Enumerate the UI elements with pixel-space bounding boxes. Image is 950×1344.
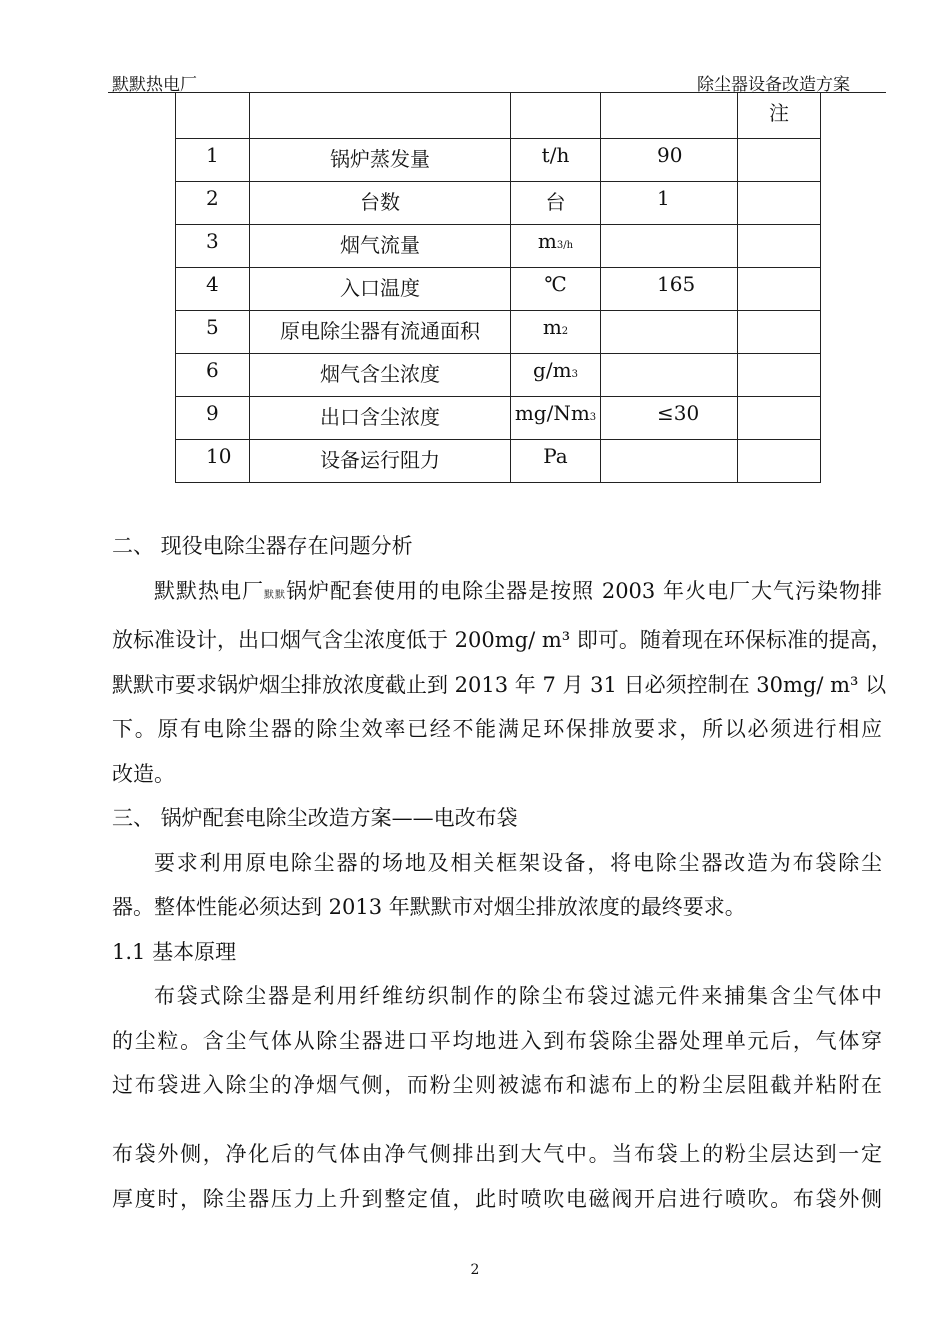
unit-sup: 3 <box>589 412 597 423</box>
row-name: 原电除尘器有流通面积 <box>250 311 511 354</box>
table-row <box>176 225 821 268</box>
unit-text: mg/Nm <box>514 401 590 425</box>
spec-table <box>175 92 821 483</box>
row-note <box>738 139 821 182</box>
paragraph-line <box>112 569 882 619</box>
table-row <box>176 440 821 483</box>
table-cell <box>601 93 738 139</box>
row-note <box>738 354 821 397</box>
paragraph-line: 过布袋进入除尘的净烟气侧，而粉尘则被滤布和滤布上的粉尘层阻截并粘附在 <box>112 1073 882 1097</box>
row-name: 设备运行阻力 <box>250 440 511 483</box>
unit-sup: 2 <box>561 326 569 337</box>
row-no: 3 <box>176 225 250 268</box>
table-header-row <box>176 93 821 139</box>
unit-text: g/m <box>533 358 572 382</box>
row-name: 出口含尘浓度 <box>250 397 511 440</box>
paragraph-line: 改造。 <box>112 761 175 786</box>
table-row <box>176 311 821 354</box>
paragraph-line: 默默市要求锅炉烟尘排放浓度截止到 2013 年 7 月 31 日必须控制在 30mg/ m³ 以 <box>112 672 887 697</box>
row-unit <box>511 182 601 225</box>
row-name: 烟气含尘浓度 <box>250 354 511 397</box>
paragraph-line: 的尘粒。含尘气体从除尘器进口平均地进入到布袋除尘器处理单元后，气体穿 <box>112 1028 882 1053</box>
small-text: 默默 <box>264 589 287 601</box>
unit-text: 台 <box>545 190 566 214</box>
row-value <box>601 311 738 354</box>
section11-heading: 1.1 基本原理 <box>112 939 237 964</box>
text-run: 锅炉配套使用的电除尘器是按照 2003 年火电厂大气污染物排 <box>286 578 883 603</box>
row-no: 6 <box>176 354 250 397</box>
table-cell <box>176 93 250 139</box>
row-unit <box>511 354 601 397</box>
row-unit <box>511 139 601 182</box>
unit-text: m <box>542 315 562 339</box>
unit-text: Pa <box>543 444 568 468</box>
row-value <box>601 225 738 268</box>
row-name: 烟气流量 <box>250 225 511 268</box>
row-value: ≤30 <box>601 397 738 440</box>
row-no: 4 <box>176 268 250 311</box>
row-unit <box>511 268 601 311</box>
section3-heading: 三、 锅炉配套电除尘改造方案——电改布袋 <box>112 806 518 830</box>
paragraph-line: 厚度时，除尘器压力上升到整定值，此时喷吹电磁阀开启进行喷吹。布袋外侧 <box>112 1186 882 1211</box>
row-unit <box>511 397 601 440</box>
table-cell <box>250 93 511 139</box>
row-no: 9 <box>176 397 250 440</box>
row-unit <box>511 440 601 483</box>
row-no: 2 <box>176 182 250 225</box>
row-name: 入口温度 <box>250 268 511 311</box>
paragraph-line: 下。原有电除尘器的除尘效率已经不能满足环保排放要求，所以必须进行相应 <box>112 717 882 741</box>
page-number: 2 <box>470 1262 480 1278</box>
section2-heading: 二、 现役电除尘器存在问题分析 <box>112 534 413 558</box>
paragraph-line: 器。整体性能必须达到 2013 年默默市对烟尘排放浓度的最终要求。 <box>112 895 746 919</box>
row-unit <box>511 225 601 268</box>
row-note <box>738 311 821 354</box>
row-value: 165 <box>601 268 738 311</box>
unit-sup: 3/h <box>556 240 574 251</box>
table-row <box>176 354 821 397</box>
row-name: 台数 <box>250 182 511 225</box>
row-note <box>738 397 821 440</box>
paragraph-line: 要求利用原电除尘器的场地及相关框架设备，将电除尘器改造为布袋除尘 <box>154 850 882 875</box>
row-note <box>738 225 821 268</box>
table-row <box>176 139 821 182</box>
header-right: 除尘器设备改造方案 <box>697 75 850 95</box>
table-row <box>176 182 821 225</box>
row-note <box>738 182 821 225</box>
body-text-block <box>112 524 892 1108</box>
row-value <box>601 354 738 397</box>
row-note <box>738 268 821 311</box>
unit-text: t/h <box>541 143 570 167</box>
row-no: 10 <box>176 440 250 483</box>
unit-text: ℃ <box>544 272 567 296</box>
row-value: 1 <box>601 182 738 225</box>
body-text-block-continued <box>112 1132 882 1221</box>
row-unit <box>511 311 601 354</box>
text-run: 默默热电厂 <box>154 578 265 603</box>
unit-text: m <box>537 229 557 253</box>
table-note-header: 注 <box>738 93 821 139</box>
header-left: 默默热电厂 <box>112 75 197 95</box>
table-cell <box>511 93 601 139</box>
paragraph-line: 放标准设计，出口烟气含尘浓度低于 200mg/ m³ 即可。随着现在环保标准的提高， <box>112 628 892 652</box>
row-value: 90 <box>601 139 738 182</box>
table-row <box>176 397 821 440</box>
unit-sup: 3 <box>571 369 578 380</box>
row-value <box>601 440 738 483</box>
paragraph-line: 布袋外侧，净化后的气体由净气侧排出到大气中。当布袋上的粉尘层达到一定 <box>112 1142 882 1166</box>
row-name: 锅炉蒸发量 <box>250 139 511 182</box>
row-no: 5 <box>176 311 250 354</box>
paragraph-line: 布袋式除尘器是利用纤维纺织制作的除尘布袋过滤元件来捕集含尘气体中 <box>154 984 882 1008</box>
table-row <box>176 268 821 311</box>
row-note <box>738 440 821 483</box>
row-no: 1 <box>176 139 250 182</box>
